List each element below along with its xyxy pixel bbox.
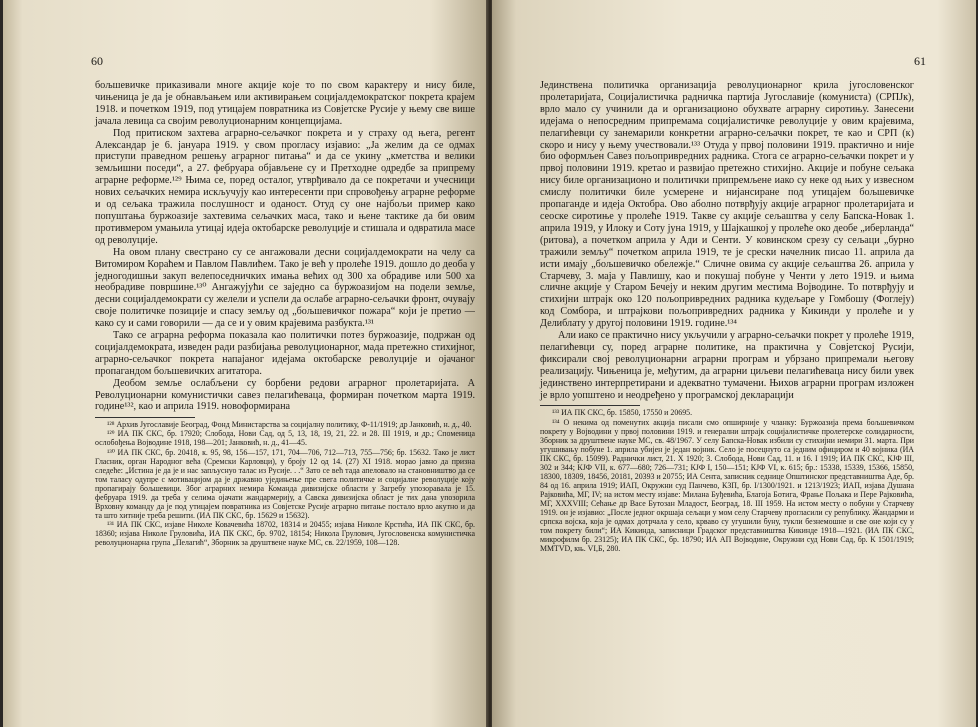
- page-number-right: 61: [914, 54, 926, 68]
- footnote: ¹³⁴ О некима од поменутих акција писали смо опширније у чланку: Буржоазија према бољшевичком покрету у Војводини у првој половини 1919. и генерални штрајк социјалистичке пролетерске солидарности, Зборник за друштвене науке МС, св. 48/1967. У селу Бапска-Новак избили су стихијни немири 31. марта. При угушивању побуне 1. априла убијен је један војник. Село је посецнуто са једним официром и 40 војника (ИА ПК СКС, бр. 15099). Раднички лист, 21. X 1920; 3. Слобода, Нови Сад, 11. и 16. I 1919; ИА ПК СКС, КЈФ III, 302 и 344; КЈФ VII, к. 677—680; 726—731; КЈФ I, 150—151; КЈФ VI, к. 615; бр.: 15338, 15339, 15366, 15850, 18300, 18309, 18456, 20181, 20393 и 20755; ИА Сента, записник седнице Општинског представништва Аде, бр. 84 од 16. априла 1919; ИАП, Окружни суд Панчево, КЗП, бр. I/1300/1921. и 1213/1923; ИАП, изјава Душана Рaјковића, МГ, IV; на истом месту изјаве: Милана Буђевића, Благоја Ботига, Фрање Пољака и Пере Рајковића, МГ, XXXVIII; Сећање др Васе Бутозан Младост, Београд, 18. III 1959. На истом месту о побуни у Старчеву 1919. он је изјавио: „После једног окршаја сељаци у мом селу Старчеву прогласили су републику. Жандарми и српска војска, која је одмах дотрчала у село, крваво су угушили буну, тукли безнемошне и све оне који су у том покрету били“; ИА Кикинда, записници Градског представништва Кикинде 1918—1921. (ИА ПК СКС, микрофилм бр. 23125); ИА ПК СКС, бр. 18790; ИА АП Војводине, Окружни суд Нови Сад, бр. К 1501/1919; MMTVD, књ. VI,Б, 280.: [540, 417, 914, 554]
- body-paragraph: бољшевичке приказивали многе акције које то по свом карактеру и нису биле, чињеница је да је обнављањем или активирањем социјалдемократског покрета крајем 1918. и почетком 1919, под утицајем повратника из Совјетске Русије у њему све више јачала левица са својим револуционарним концепцијама.: [95, 80, 475, 127]
- page-number-left: 60: [91, 54, 103, 68]
- left-footnotes: [95, 420, 475, 547]
- body-paragraph: Деобом земље ослабљени су борбени редови аграрног пролетаријата. А Револуционарни комунистички савез пелагићеваца, формиран почетком марта 1919. године¹³², као и априла 1919. новоформирана: [95, 377, 475, 413]
- body-paragraph: Али иако се практично нису укључили у аграрно-сељачки покрет у пролеће 1919, пелагићевци су, поред аграрне политике, на практична у Совјетској Русији, фиксирали свој револуционарни аграрни програм и убрзано припремали његову реализацију. Чињеница је, међутим, да аграрни циљеви пелагићеваца нису били увек јединствено интерпретирани и адекватно тумачени. Њихов аграрни програм изложен је врло уопштено и неодређено у програмској декларацији: [540, 330, 914, 401]
- body-paragraph: Тако се аграрна реформа показала као политички потез буржоазије, подржан од социјалдемократа, изведен ради разбијања револуционарног, мада претежно стихијног, аграрно-сељачког покрета напајаног идејама октобарске револуције и ојачаног пропагандом бољшевичких агитатора.: [95, 330, 475, 377]
- left-body-text: [95, 80, 475, 413]
- footnote: ¹³¹ ИА ПК СКС, изјаве Николе Ковачевића 18702, 18314 и 20455; изјава Николе Крстића, ИА ПК СКС, бр. 18360; изјава Николе Груловића, ИА ПК СКС, бр. 9702, 18154; Никола Грулович, Југословенска комунистичка револуционарна група „Пелагић“, Зборник за друштвене науке МС, св. 22/1959, 108—128.: [95, 519, 475, 547]
- body-paragraph: Под притиском захтева аграрно-сељачког покрета и у страху од њега, регент Александар је 6. јануара 1919. у свом прогласу изјавио: „Ја желим да се одмах приступи праведном решењу аграрног питања“ и да се укину „кметства и велики земљишни поседи“, а 27. фебруара објављене су и Претходне одредбе за припрему аграрне реформе.¹²⁹ Њима се, поред осталог, утврђивало да се покретачи и учесници нових сељачких немира искључују као интересенти при спровођењу аграрне реформе и од сељака тражила послушност и оданост. Отуд су оне најбољи пример како попуштања буржоазије захтевима сељачких маса, тако и њене тактике да би овим противмером умањила утицај идеја октобарске револуције и стишала и одвратила масе од револуције.: [95, 127, 475, 246]
- footnote: ¹²⁹ ИА ПК СКС, бр. 17920; Слобода, Нови Сад, од 5, 13, 18, 19, 21, 22. и 28. III 1919, и др.; Споменица ослобођења Војводине 1918, 198—201; Јанковић, н. д., 41—45.: [95, 429, 475, 448]
- body-paragraph: Јединствена политичка организација револуционарног крила југословенског пролетаријата, Социјалистичка радничка партија Југославије (комуниста) (СРПЈк), врло мало су учинили да и организационо обухвате аграрну сиротињу. Занесени идејама о непосредним припремама социјалистичке револуције у овим крајевима, пелагићевци су занемарили конкретни аграрно-сељачки покрет, те као и СРП (к) скоро и нису у њему учествовали.¹³³ Отуда у првој половини 1919. практично и није био оформљен Савез пољопривредних радника. Стога се аграрно-сељачки покрет и у првој половини 1919. кретао и развијао претежно стихијно. Акције и побуне сељака нису биле организационо и политички припремљене иако су неке од њих у извесном смислу политички биле усмерене и нијансиране под утицајем бољшевичке пропаганде и идеја Октобра. Ово аболно потврђују акције аграрног пролетаријата и сеоске сиротиње у пролеће 1919. Такве су акције сељаштва у селу Бапска-Новак 1. априла 1919, у Илоку и Соту јуна 1919, у Шајкашкој у пролеће око деобе „иберланда“ (ритова), а почетком априла у Ади и Сенти. У ковинском срезу су сељаци „бурно тражили земљу“ почетком априла 1919, те је среcки начелник писао 11. априла да исти имају „бољшевичко обележје.“ Сличне овима су акције сељаштва 26. априла у Старчеву, 3. маја у Павлишу, као и покушај побуне у Ченти у лето 1919. и њима сличне акције у Старом Бечеју и неким другим местима Војводине. То потврђују и стихијни штрајк око 120 пољопривредних радника кудељаре у Гомбошу (Фоглеју) код Сомбора, и штрајкови пољопривредних радника у Кикинди у пролеће и у Делиблату у другој половини 1919. године.¹³⁴: [540, 80, 914, 330]
- body-paragraph: На овом плану свестрано су се ангажовали десни социјалдемократи на челу са Витомиром Кораћем и Павлом Павлићем. Тако је већ у пролеће 1919. дошло до деоба у једногодишњи закуп велепоседничких имања већих од 300 ха обрадиве или 500 ха необрадиве површине.¹³⁰ Ангажујући се заједно са буржоазијом на подели земље, десни социјалдемократи су желели и успели да ослабе аграрно-сељачки фронт, очувају своје политичке позиције и спасу земљу од „бољшевичког пожара“ који је претио — како су и сами говорили — да се и у овим крајевима разбукта.¹³¹: [95, 246, 475, 330]
- footnote: ¹³⁰ ИА ПК СКС, бр. 20418, к. 95, 98, 156—157, 171, 704—706, 712—713, 755—756; бр. 15632. Тако је лист Гласник, орган Народног већа (Сремски Карловци), у броју 12 од 14. (27) XI 1918. мораo јавно да призна следеће: „Истина је да је и нас запљуснуо талас из Русије. . .“ Зато се већ тада апеловало на становништво да се том таласу одупре с мотивацијом да је државно уједињење пре свега политичке и социјалне револуције коју пропагирају бољшевици. Због аграрних немира Команда дивизијске области у Загребу упозоравала је 15. фебруара 1919. да треба у селима ојачати жандармерију, а Савска дивизијска област је тих дана упозорила Врховну команду да је под утицајем повратника из Совјетске Русије аграрно питање постало врло акутно и да та што хитније треба решити. (ИА ПК СКС, бр. 15629 и 15632).: [95, 447, 475, 520]
- right-text-column: [540, 80, 914, 553]
- right-body-text: [540, 80, 914, 401]
- left-text-column: [95, 80, 475, 547]
- right-footnotes: [540, 408, 914, 553]
- left-page: [3, 0, 488, 727]
- footnote-rule: [95, 417, 195, 418]
- footnote-rule: [540, 405, 640, 406]
- right-page: [492, 0, 976, 727]
- footnote: ¹³³ ИА ПК СКС, бр. 15850, 17550 и 20695.: [552, 408, 693, 418]
- footnote: ¹²⁸ Архив Југославије Београд, Фонд Министарства за социјалну политику, Ф-11/1919; др Јанковић, н. д., 40.: [107, 420, 472, 430]
